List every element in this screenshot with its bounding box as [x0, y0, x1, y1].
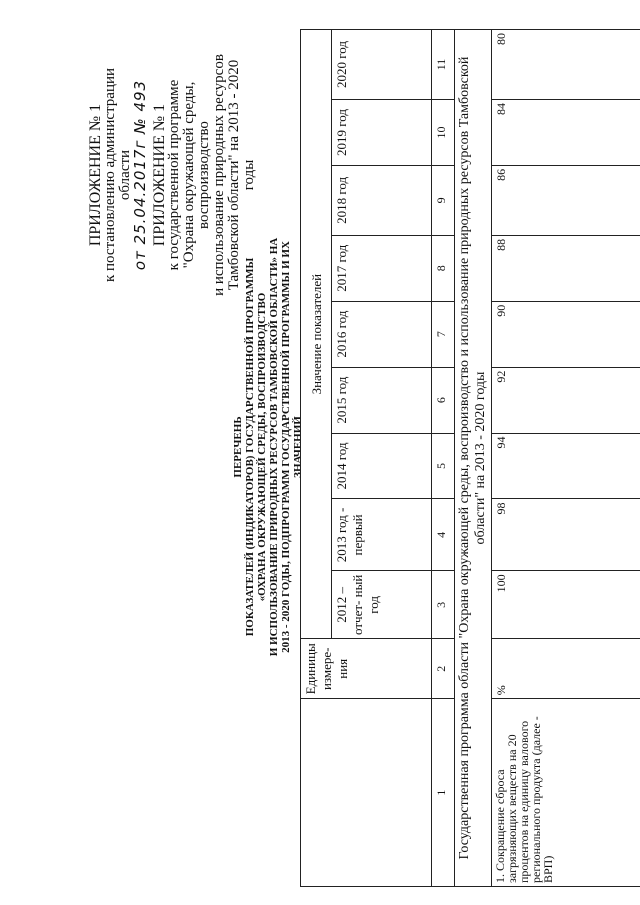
indicators-table	[300, 29, 640, 887]
appendix-line-5: "Охрана окружающей среды, воспроизводство	[181, 81, 212, 269]
column-number: 3	[432, 571, 455, 639]
appendix-line-3: ПРИЛОЖЕНИЕ № 1	[151, 103, 168, 247]
header-indicator-cell	[301, 699, 432, 887]
indicator-name: 1. Сокращение сброса загрязняющих веществ на 20 процентов на единицу валового регионального продукта (далее - ВРП)	[492, 699, 640, 887]
column-number: 9	[432, 165, 455, 235]
document-title	[232, 167, 304, 727]
column-number: 5	[432, 433, 455, 499]
header-units: Единицы измере- ния	[301, 639, 432, 699]
title-line-3: «ОХРАНА ОКРУЖАЮЩЕЙ СРЕДЫ, ВОСПРОИЗВОДСТВО	[256, 292, 268, 602]
table-row	[492, 30, 640, 887]
table-header-row-1	[301, 30, 332, 887]
header-year: 2018 год	[332, 165, 432, 235]
column-number: 4	[432, 499, 455, 571]
column-number: 2	[432, 639, 455, 699]
value-cell: 90	[492, 301, 640, 367]
title-line-4: И ИСПОЛЬЗОВАНИЕ ПРИРОДНЫХ РЕСУРСОВ ТАМБОВСКОЙ ОБЛАСТИ» НА	[268, 237, 280, 657]
value-cell: 86	[492, 165, 640, 235]
title-line-2: ПОКАЗАТЕЛЕЙ (ИНДИКАТОРОВ) ГОСУДАРСТВЕННОЙ ПРОГРАММЫ	[244, 257, 256, 637]
appendix-line-2: к постановлению администрации области	[102, 67, 133, 283]
value-cell: 98	[492, 499, 640, 571]
column-number: 1	[432, 699, 455, 887]
column-number: 7	[432, 301, 455, 367]
title-line-6: ЗНАЧЕНИЙ	[292, 416, 304, 478]
section-row	[455, 30, 492, 887]
header-year: 2017 год	[332, 235, 432, 301]
appendix-line-1: ПРИЛОЖЕНИЕ № 1	[87, 103, 104, 247]
header-year: 2014 год	[332, 433, 432, 499]
column-number: 8	[432, 235, 455, 301]
header-year: 2019 год	[332, 100, 432, 166]
header-year: 2012 – отчет- ный год	[332, 571, 432, 639]
value-cell: 84	[492, 100, 640, 166]
appendix-line-4: к государственной программе	[166, 79, 182, 271]
column-number: 11	[432, 30, 455, 100]
value-cell: 88	[492, 235, 640, 301]
section-title: Государственная программа области "Охрана окружающей среды, воспроизводство и использование природных ресурсов Тамбовской области" на 2013 - 2020 годы	[455, 30, 492, 887]
title-line-1: ПЕРЕЧЕНЬ	[232, 416, 244, 478]
column-number-row	[432, 30, 455, 887]
header-year: 2013 год - первый	[332, 499, 432, 571]
indicator-unit: %	[492, 639, 640, 699]
title-line-5: 2013 - 2020 ГОДЫ, ПОДПРОГРАММ ГОСУДАРСТВЕННОЙ ПРОГРАММЫ И ИХ	[280, 241, 292, 653]
column-number: 10	[432, 100, 455, 166]
appendix-line-7: Тамбовской области" на 2013 - 2020 годы	[226, 59, 257, 291]
header-year: 2020 год	[332, 30, 432, 100]
appendix-line-6: и использование природных ресурсов	[211, 54, 227, 296]
column-number: 6	[432, 367, 455, 433]
header-year: 2016 год	[332, 301, 432, 367]
handwritten-date: от 25.04.2017г № 493	[131, 79, 149, 271]
header-year: 2015 год	[332, 367, 432, 433]
header-values-group: Значение показателей	[301, 30, 332, 639]
value-cell: 94	[492, 433, 640, 499]
value-cell: 100	[492, 571, 640, 639]
value-cell: 80	[492, 30, 640, 100]
value-cell: 92	[492, 367, 640, 433]
